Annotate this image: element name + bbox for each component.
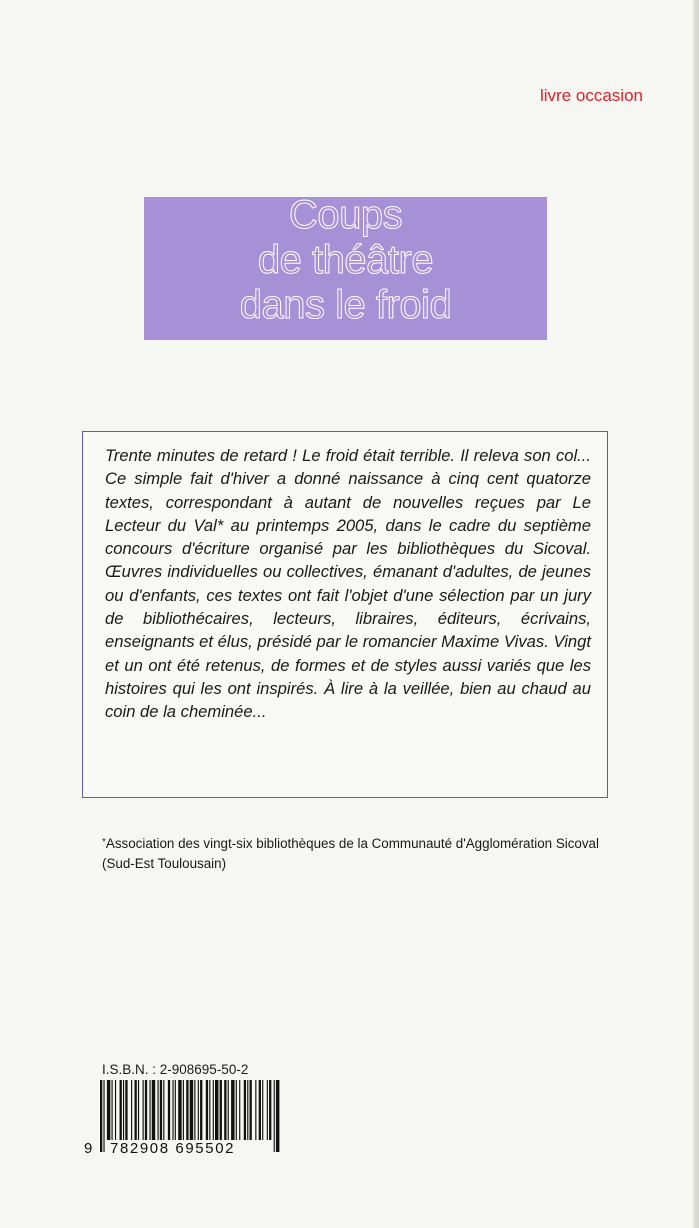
- barcode-bar: [247, 1080, 248, 1140]
- barcode-digits: 782908 695502: [110, 1140, 236, 1157]
- barcode-bar: [183, 1080, 184, 1140]
- barcode-bar: [115, 1080, 116, 1140]
- barcode-bar: [255, 1080, 256, 1140]
- barcode-bar: [269, 1080, 271, 1140]
- barcode-bar: [194, 1080, 195, 1140]
- blurb-text: Trente minutes de retard ! Le froid était terrible. Il releva son col... Ce simple fait d'hiver a donné naissance à cinq cent quatorze textes, correspondant à autant de nouvelles reçues par Le Lecteur du Val* au printemps 2005, dans le cadre du septième concours d'écriture organisé par les bibliothèques du Sicoval. Œuvres individuelles ou collectives, émanant d'adultes, de jeunes ou d'enfants, ces textes ont fait l'objet d'une sélection par un jury de bibliothécaires, lecteurs, libraires, éditeurs, écrivains, enseignants et élus, présidé par le romancier Maxime Vivas. Vingt et un ont été retenus, de formes et de styles aussi variés que les histoires qui les ont inspirés. À lire à la veillée, bien au chaud au coin de la cheminée...: [105, 446, 591, 722]
- barcode-bar: [103, 1080, 104, 1152]
- barcode-bar: [206, 1080, 208, 1140]
- barcode-bar: [209, 1080, 210, 1140]
- barcode-bar: [239, 1080, 240, 1140]
- page-edge: [693, 0, 699, 1228]
- barcode-bar: [152, 1080, 155, 1140]
- barcode-bar: [267, 1080, 268, 1140]
- barcode-bar: [231, 1080, 234, 1140]
- barcode-bar: [259, 1080, 261, 1140]
- barcode-lead-digit: 9: [84, 1140, 93, 1157]
- barcode-bar: [215, 1080, 218, 1140]
- barcode-bar: [145, 1080, 147, 1140]
- barcode-bar: [274, 1080, 275, 1152]
- barcode-bar: [158, 1080, 159, 1140]
- used-book-sticker: livre occasion: [540, 86, 643, 105]
- title-line-1: Coups: [288, 197, 403, 237]
- barcode-bar: [172, 1080, 173, 1140]
- barcode-bar: [228, 1080, 229, 1140]
- barcode-bar: [175, 1080, 176, 1140]
- barcode-bar: [135, 1080, 137, 1140]
- barcode-bar: [250, 1080, 252, 1140]
- barcode-bar: [149, 1080, 150, 1140]
- title-line-3: dans le froid: [239, 283, 452, 327]
- barcode-bar: [220, 1080, 222, 1140]
- barcode-bar: [244, 1080, 246, 1140]
- barcode-bar: [107, 1080, 110, 1140]
- barcode-bar: [160, 1080, 162, 1140]
- barcode-bar: [178, 1080, 181, 1140]
- barcode-bar: [168, 1080, 170, 1140]
- footnote-text: Association des vingt-six bibliothèques de la Communauté d'Agglomération Sicoval (Sud-Est Toulousain): [102, 836, 599, 871]
- barcode-bar: [276, 1080, 279, 1152]
- isbn-label: I.S.B.N. : 2-908695-50-2: [102, 1062, 249, 1077]
- barcode-bar: [143, 1080, 144, 1140]
- barcode-bar: [236, 1080, 237, 1140]
- barcode-bar: [100, 1080, 102, 1152]
- title-block: [144, 197, 547, 340]
- footnote-marker: *: [102, 837, 106, 848]
- barcode-bar: [131, 1080, 132, 1140]
- barcode-bar: [163, 1080, 164, 1140]
- title-line-2: de théâtre: [257, 238, 434, 282]
- barcode-bar: [112, 1080, 113, 1140]
- barcode-bar: [262, 1080, 263, 1140]
- barcode-bar: [125, 1080, 127, 1140]
- barcode-bar: [123, 1080, 124, 1140]
- footnote: [102, 833, 622, 874]
- barcode-bar: [198, 1080, 199, 1140]
- barcode-bar: [213, 1080, 214, 1140]
- barcode: [84, 1080, 284, 1160]
- barcode-bar: [120, 1080, 122, 1140]
- barcode-bar: [224, 1080, 226, 1140]
- blurb-box: [82, 431, 608, 798]
- barcode-bar: [200, 1080, 202, 1140]
- barcode-bar: [138, 1080, 139, 1140]
